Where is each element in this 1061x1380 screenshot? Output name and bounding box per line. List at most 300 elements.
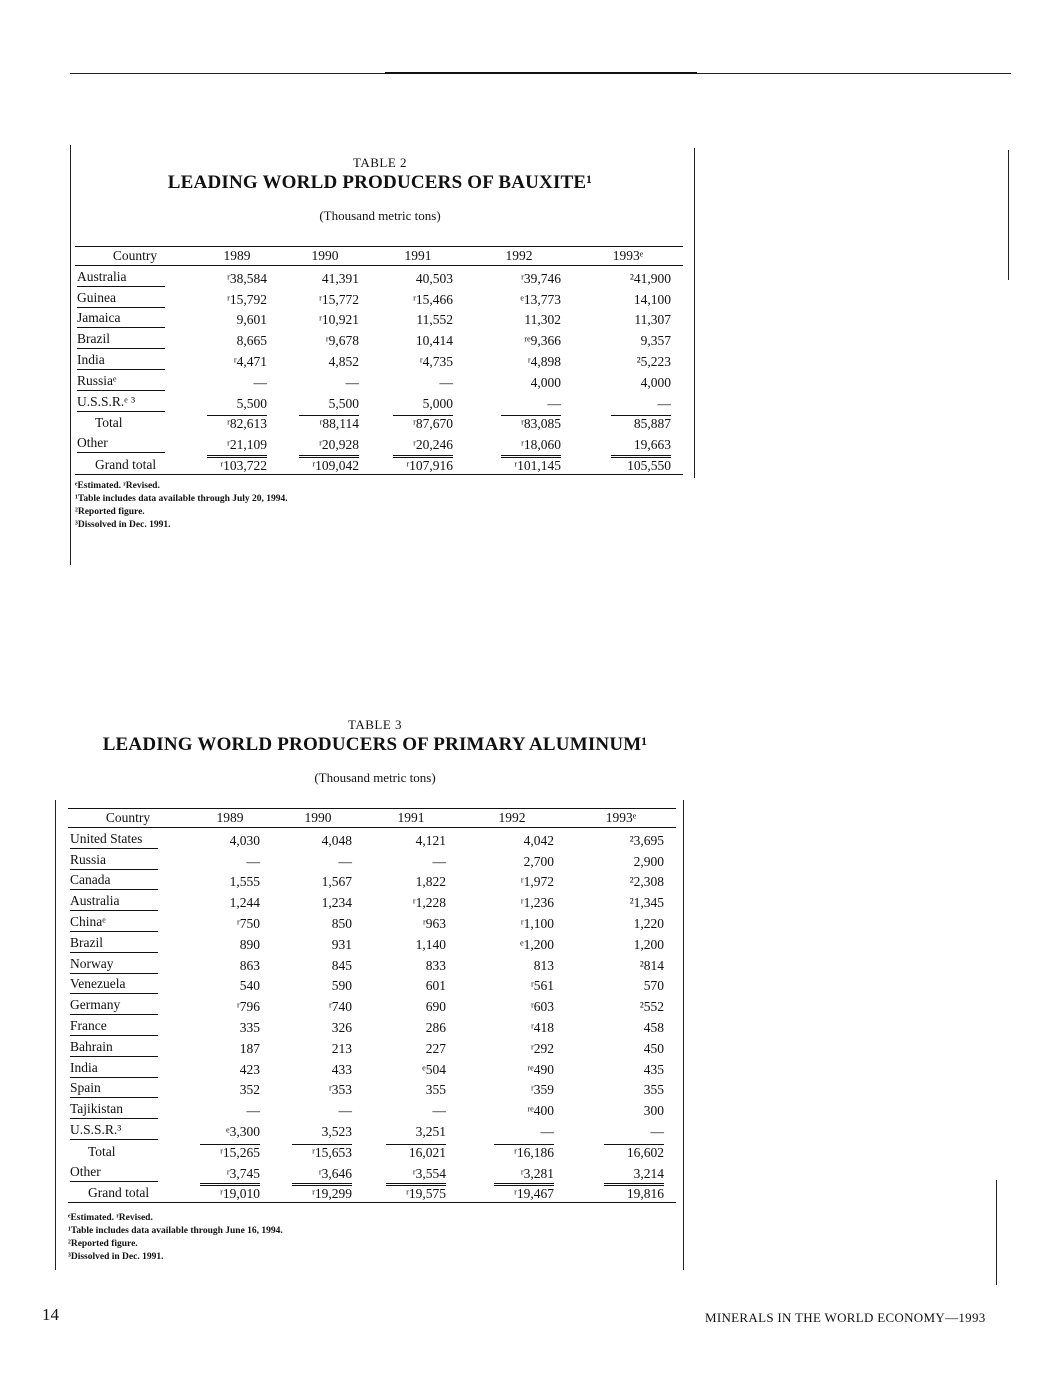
column-header-country: Country	[75, 247, 195, 266]
country-label: Other	[77, 435, 165, 453]
value-cell	[566, 1161, 676, 1182]
value-cell	[371, 432, 465, 453]
table-row	[75, 328, 683, 349]
country-label: Russia	[70, 852, 158, 870]
value-cell	[458, 1182, 566, 1203]
value-cell	[458, 1078, 566, 1099]
value-cell	[272, 1036, 364, 1057]
value-cell	[566, 1182, 676, 1203]
column-divider-line-lower	[683, 800, 684, 1270]
value-text: ʳ101,145	[501, 455, 561, 474]
value-text: 4,852	[328, 353, 359, 369]
value-text: ʳ963	[422, 915, 446, 931]
value-text: 19,663	[633, 437, 671, 453]
value-cell	[566, 828, 676, 849]
value-cell	[465, 432, 573, 453]
value-text: ʳ1,228	[412, 895, 446, 911]
value-text: 326	[331, 1019, 352, 1035]
column-header-year: 1993ᵉ	[573, 247, 683, 266]
value-text: ʳ292	[530, 1040, 554, 1056]
value-text: ʳ20,246	[412, 437, 453, 453]
value-cell	[566, 1119, 676, 1140]
value-cell	[195, 391, 279, 412]
country-cell	[75, 349, 195, 370]
value-cell	[364, 1098, 458, 1119]
value-cell	[458, 1036, 566, 1057]
value-text: 863	[239, 957, 260, 973]
value-text: —	[432, 853, 446, 869]
table3-data	[68, 808, 676, 1203]
country-label: France	[70, 1018, 158, 1036]
country-label: Total	[88, 1143, 116, 1159]
footnote: ¹Table includes data available through July 20, 1994.	[75, 494, 288, 504]
value-text: ʳ4,735	[419, 353, 453, 369]
value-cell	[272, 849, 364, 870]
value-text: ʳ15,792	[226, 291, 267, 307]
value-cell	[272, 1098, 364, 1119]
value-cell	[371, 266, 465, 287]
country-cell	[68, 1161, 188, 1182]
table-row	[68, 1161, 676, 1182]
value-text: 300	[643, 1103, 664, 1119]
value-cell	[272, 974, 364, 995]
value-text: 1,220	[633, 915, 664, 931]
value-text: ²814	[639, 957, 664, 973]
value-text: ʳ39,746	[520, 270, 561, 286]
country-label: Brazil	[70, 935, 158, 953]
value-cell	[458, 994, 566, 1015]
value-text: 458	[643, 1019, 664, 1035]
value-cell	[188, 911, 272, 932]
value-text: 85,887	[611, 415, 671, 432]
value-text: ʳ15,466	[412, 291, 453, 307]
country-cell	[68, 1140, 188, 1161]
value-text: 11,302	[524, 312, 561, 328]
value-cell	[458, 1098, 566, 1119]
value-cell	[573, 287, 683, 308]
value-text: 40,503	[415, 270, 453, 286]
value-text: 5,500	[236, 395, 267, 411]
value-cell	[371, 349, 465, 370]
value-cell	[272, 890, 364, 911]
page-number: 14	[42, 1305, 59, 1324]
value-text: 435	[643, 1061, 664, 1077]
value-cell	[279, 453, 371, 474]
value-text: 570	[643, 978, 664, 994]
value-text: ʳ87,670	[393, 415, 453, 432]
table2-subtitle: (Thousand metric tons)	[319, 208, 441, 223]
value-cell	[566, 849, 676, 870]
value-cell	[272, 1140, 364, 1161]
country-cell	[68, 953, 188, 974]
value-text: 4,048	[321, 832, 352, 848]
country-label: Tajikistan	[70, 1101, 158, 1119]
value-cell	[566, 890, 676, 911]
value-cell	[279, 370, 371, 391]
country-cell	[68, 849, 188, 870]
value-text: 335	[239, 1019, 260, 1035]
value-text: ²3,695	[629, 832, 664, 848]
value-cell	[364, 1078, 458, 1099]
country-label: Venezuela	[70, 976, 158, 994]
value-text: 105,550	[611, 455, 671, 474]
country-label: Jamaica	[77, 310, 165, 328]
value-cell	[364, 870, 458, 891]
value-cell	[465, 266, 573, 287]
value-cell	[465, 328, 573, 349]
value-text: 9,357	[640, 333, 671, 349]
value-cell	[458, 974, 566, 995]
value-cell	[566, 1078, 676, 1099]
value-cell	[364, 1161, 458, 1182]
left-margin-line-lower	[55, 800, 56, 1270]
value-text: ʳ38,584	[226, 270, 267, 286]
value-cell	[188, 890, 272, 911]
value-text: 1,140	[415, 936, 446, 952]
value-text: ʳ20,928	[318, 437, 359, 453]
value-cell	[195, 370, 279, 391]
value-text: ʳ3,646	[318, 1165, 352, 1181]
value-cell	[371, 412, 465, 433]
country-cell	[68, 1057, 188, 1078]
value-text: ʳ83,085	[501, 415, 561, 432]
value-text: 1,555	[229, 874, 260, 890]
value-text: 286	[425, 1019, 446, 1035]
column-divider-line	[694, 148, 695, 478]
value-cell	[195, 287, 279, 308]
value-cell	[371, 287, 465, 308]
country-cell	[75, 370, 195, 391]
value-text: ʳ4,471	[233, 353, 267, 369]
value-text: —	[439, 374, 453, 390]
table-row	[75, 266, 683, 287]
value-cell	[188, 1036, 272, 1057]
value-text: 1,244	[229, 895, 260, 911]
table-row	[68, 911, 676, 932]
value-text: ²5,223	[636, 353, 671, 369]
value-cell	[272, 1119, 364, 1140]
table-row	[68, 870, 676, 891]
value-text: ʳ15,653	[292, 1144, 352, 1161]
value-text: ʳ359	[530, 1082, 554, 1098]
value-text: ²2,308	[629, 874, 664, 890]
value-cell	[573, 412, 683, 433]
country-cell	[68, 1015, 188, 1036]
table3-number: TABLE 3	[347, 717, 403, 732]
value-cell	[195, 266, 279, 287]
value-text: ʳ19,467	[494, 1183, 554, 1202]
value-text: 213	[331, 1040, 352, 1056]
table2-number: TABLE 2	[352, 155, 408, 170]
column-header-year: 1990	[272, 809, 364, 828]
value-cell	[188, 849, 272, 870]
value-text: —	[246, 1103, 260, 1119]
country-label: Bahrain	[70, 1039, 158, 1057]
value-text: ʳ3,554	[412, 1165, 446, 1181]
value-cell	[566, 1098, 676, 1119]
country-cell	[75, 328, 195, 349]
country-label: Australia	[70, 893, 158, 911]
value-text: ʳ19,299	[292, 1183, 352, 1202]
country-cell	[68, 932, 188, 953]
value-cell	[188, 1119, 272, 1140]
value-cell	[458, 1140, 566, 1161]
country-label: Russiaᵉ	[77, 373, 165, 391]
value-cell	[566, 1036, 676, 1057]
value-text: 4,000	[530, 374, 561, 390]
value-cell	[195, 432, 279, 453]
country-cell	[68, 870, 188, 891]
table-row	[68, 1036, 676, 1057]
country-cell	[68, 828, 188, 849]
country-cell	[75, 412, 195, 433]
value-cell	[566, 974, 676, 995]
value-text: ʳ10,921	[318, 312, 359, 328]
value-text: ²552	[639, 999, 664, 1015]
value-text: ʳ353	[328, 1082, 352, 1098]
value-text: ʳ82,613	[207, 415, 267, 432]
value-cell	[195, 412, 279, 433]
value-cell	[566, 1140, 676, 1161]
value-text: 10,414	[415, 333, 453, 349]
value-text: 5,500	[328, 395, 359, 411]
value-text: ²1,345	[629, 895, 664, 911]
value-text: —	[650, 1123, 664, 1139]
country-cell	[68, 1036, 188, 1057]
country-label: Brazil	[77, 331, 165, 349]
value-cell	[188, 932, 272, 953]
value-text: ʳ4,898	[527, 353, 561, 369]
table2-data	[75, 246, 683, 475]
table-row	[75, 391, 683, 412]
value-text: —	[338, 1103, 352, 1119]
value-cell	[272, 1078, 364, 1099]
country-cell	[68, 994, 188, 1015]
value-cell	[272, 1057, 364, 1078]
value-text: 813	[533, 957, 554, 973]
value-text: —	[540, 1123, 554, 1139]
value-text: 4,121	[415, 832, 446, 848]
value-cell	[566, 870, 676, 891]
table-row	[68, 974, 676, 995]
value-cell	[272, 932, 364, 953]
country-cell	[75, 391, 195, 412]
column-header-year: 1993ᵉ	[566, 809, 676, 828]
value-text: —	[657, 395, 671, 411]
table3-title: LEADING WORLD PRODUCERS OF PRIMARY ALUMINUM¹	[102, 734, 648, 755]
table-row	[68, 1119, 676, 1140]
value-text: 2,700	[523, 853, 554, 869]
footnote: ³Dissolved in Dec. 1991.	[75, 520, 171, 530]
value-cell	[279, 391, 371, 412]
value-cell	[573, 453, 683, 474]
country-label: India	[77, 352, 165, 370]
table-row	[68, 994, 676, 1015]
table-row	[75, 370, 683, 391]
value-text: 4,042	[523, 832, 554, 848]
value-text: ʳ1,100	[520, 915, 554, 931]
value-cell	[573, 432, 683, 453]
footnote: ᵉEstimated. ʳRevised.	[75, 481, 160, 491]
value-cell	[195, 453, 279, 474]
value-cell	[458, 953, 566, 974]
right-margin-line-lower	[996, 1180, 997, 1285]
value-text: 4,000	[640, 374, 671, 390]
value-text: ʳ19,010	[200, 1183, 260, 1202]
value-text: 890	[239, 936, 260, 952]
value-cell	[364, 1036, 458, 1057]
value-text: 690	[425, 999, 446, 1015]
value-text: 19,816	[604, 1183, 664, 1202]
value-text: 4,030	[229, 832, 260, 848]
value-text: ʳ603	[530, 999, 554, 1015]
value-cell	[188, 828, 272, 849]
column-header-year: 1989	[195, 247, 279, 266]
table3-notes	[68, 1212, 283, 1264]
country-cell	[68, 1078, 188, 1099]
footnote: ²Reported figure.	[75, 507, 145, 517]
country-label: Canada	[70, 872, 158, 890]
column-header-year: 1990	[279, 247, 371, 266]
country-label: Germany	[70, 997, 158, 1015]
column-header-year: 1992	[458, 809, 566, 828]
value-text: 3,251	[415, 1123, 446, 1139]
country-cell	[68, 1182, 188, 1203]
value-cell	[458, 932, 566, 953]
value-text: ʳ750	[236, 915, 260, 931]
value-cell	[465, 453, 573, 474]
value-text: ʳ88,114	[299, 415, 359, 432]
table-row	[68, 1098, 676, 1119]
value-text: 1,234	[321, 895, 352, 911]
value-cell	[188, 1015, 272, 1036]
value-cell	[364, 1182, 458, 1203]
table-row	[68, 932, 676, 953]
value-text: ʳ9,678	[325, 333, 359, 349]
value-text: ʳ109,042	[299, 455, 359, 474]
value-text: ʳ3,281	[520, 1165, 554, 1181]
value-text: ʳ107,916	[393, 455, 453, 474]
table-row	[68, 1015, 676, 1036]
table2-header-row	[75, 247, 683, 266]
value-text: 845	[331, 957, 352, 973]
value-text: ᵉ504	[422, 1061, 446, 1077]
column-header-country: Country	[68, 809, 188, 828]
value-cell	[364, 974, 458, 995]
value-cell	[279, 349, 371, 370]
country-cell	[75, 266, 195, 287]
column-header-year: 1991	[371, 247, 465, 266]
country-label: Other	[70, 1164, 158, 1182]
value-text: 3,214	[633, 1165, 664, 1181]
country-cell	[75, 287, 195, 308]
value-text: 590	[331, 978, 352, 994]
value-text: ʳ103,722	[207, 455, 267, 474]
value-cell	[188, 1078, 272, 1099]
value-text: 187	[239, 1040, 260, 1056]
value-cell	[465, 370, 573, 391]
country-cell	[68, 1098, 188, 1119]
value-cell	[195, 308, 279, 329]
country-cell	[68, 911, 188, 932]
value-text: ʳ16,186	[494, 1144, 554, 1161]
value-cell	[364, 911, 458, 932]
column-header-year: 1992	[465, 247, 573, 266]
footnote: ²Reported figure.	[68, 1239, 138, 1249]
value-cell	[458, 1119, 566, 1140]
value-cell	[573, 328, 683, 349]
value-cell	[371, 370, 465, 391]
value-cell	[364, 953, 458, 974]
value-cell	[272, 953, 364, 974]
value-text: 227	[425, 1040, 446, 1056]
country-label: Spain	[70, 1080, 158, 1098]
country-label: United States	[70, 831, 158, 849]
value-cell	[566, 1057, 676, 1078]
value-cell	[465, 308, 573, 329]
column-header-year: 1989	[188, 809, 272, 828]
value-text: 11,307	[634, 312, 671, 328]
value-cell	[279, 287, 371, 308]
value-text: —	[547, 395, 561, 411]
value-cell	[188, 953, 272, 974]
country-label: Guinea	[77, 290, 165, 308]
value-text: 931	[331, 936, 352, 952]
value-cell	[566, 911, 676, 932]
value-cell	[566, 953, 676, 974]
table3-header	[70, 717, 680, 786]
value-cell	[465, 412, 573, 433]
table-row	[75, 432, 683, 453]
value-text: 41,391	[321, 270, 359, 286]
table-row	[68, 890, 676, 911]
value-cell	[279, 266, 371, 287]
value-text: 9,601	[236, 312, 267, 328]
value-cell	[364, 932, 458, 953]
value-cell	[279, 328, 371, 349]
value-cell	[272, 1182, 364, 1203]
country-label: U.S.S.R.ᵉ ³	[77, 394, 165, 412]
value-text: ²41,900	[629, 270, 671, 286]
footnote: ³Dissolved in Dec. 1991.	[68, 1252, 164, 1262]
value-cell	[188, 974, 272, 995]
country-label: Chinaᵉ	[70, 914, 158, 932]
value-cell	[364, 1057, 458, 1078]
country-label: Total	[95, 415, 123, 431]
country-cell	[75, 453, 195, 474]
table-row	[68, 1078, 676, 1099]
country-label: Grand total	[95, 456, 157, 472]
value-cell	[371, 308, 465, 329]
value-cell	[458, 828, 566, 849]
column-header-year: 1991	[364, 809, 458, 828]
value-text: ʳ740	[328, 999, 352, 1015]
value-text: ʳ15,772	[318, 291, 359, 307]
value-cell	[195, 349, 279, 370]
value-text: 850	[331, 915, 352, 931]
value-cell	[566, 1015, 676, 1036]
value-cell	[465, 349, 573, 370]
value-cell	[364, 828, 458, 849]
value-cell	[272, 1015, 364, 1036]
value-cell	[195, 328, 279, 349]
left-margin-line	[70, 145, 71, 565]
table-row	[68, 1057, 676, 1078]
top-rule-accent	[385, 72, 697, 74]
country-label: Norway	[70, 956, 158, 974]
value-text: ʳ18,060	[520, 437, 561, 453]
country-label: Grand total	[88, 1185, 150, 1201]
